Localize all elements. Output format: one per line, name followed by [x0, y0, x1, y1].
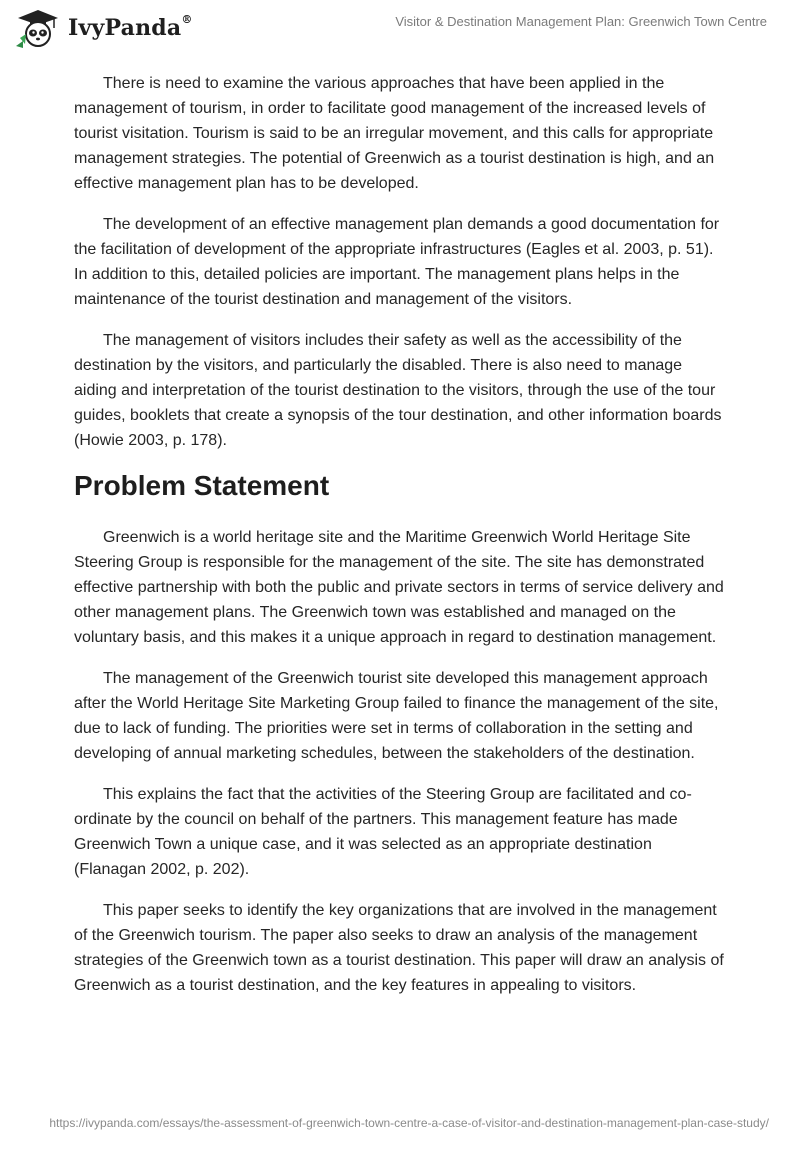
- paragraph: This explains the fact that the activities of the Steering Group are facilitated and co-ordinate by the council on behalf of the partners. This management feature has made Greenwich Town a unique case, and it was selected as an appropriate destination (Flanagan 2002, p. 202).: [74, 786, 692, 878]
- logo-text: [68, 15, 193, 41]
- logo-wordmark: IvyPanda: [68, 15, 182, 41]
- paragraph: Greenwich is a world heritage site and the Maritime Greenwich World Heritage Site Steering Group is responsible for the management of the site. The site has demonstrated effective partnership with both the public and private sectors in terms of service delivery and other management plans. The Greenwich town was established and managed on the voluntary basis, and this makes it a unique approach in regard to destination management.: [74, 529, 724, 646]
- section-heading: Problem Statement: [74, 470, 330, 501]
- paragraph: There is need to examine the various approaches that have been applied in the management of tourism, in order to facilitate good management of the increased levels of tourist visitation. Tourism is said to be an irregular movement, and this calls for appropriate management strategies. The potential of Greenwich as a tourist destination is high, and an effective management plan has to be developed.: [74, 75, 715, 192]
- panda-graduate-icon: [14, 8, 62, 48]
- site-logo[interactable]: [14, 8, 193, 48]
- document-title: Visitor & Destination Management Plan: Greenwich Town Centre: [395, 14, 767, 29]
- registered-mark: ®: [181, 13, 193, 26]
- paragraph: The development of an effective management plan demands a good documentation for the facilitation of development of the appropriate infrastructures (Eagles et al. 2003, p. 51). In addition to this, detailed policies are important. The management plans helps in the maintenance of the tourist destination and management of the visitors.: [74, 216, 720, 308]
- paragraph: This paper seeks to identify the key organizations that are involved in the management of the Greenwich tourism. The paper also seeks to draw an analysis of the management strategies of the Greenwich town as a tourist destination. This paper will draw an analysis of Greenwich as a tourist destination, and the key features in appealing to visitors.: [74, 902, 724, 994]
- source-url-link[interactable]: https://ivypanda.com/essays/the-assessment-of-greenwich-town-centre-a-case-of-visitor-and-destination-management-plan-case-study/: [49, 1116, 769, 1130]
- paragraph: The management of visitors includes their safety as well as the accessibility of the destination by the visitors, and particularly the disabled. There is also need to manage aiding and interpretation of the tourist destination to the visitors, through the use of the tour guides, booklets that create a synopsis of the tour destination, and other information boards (Howie 2003, p. 178).: [74, 332, 722, 449]
- essay-content: [74, 71, 726, 1014]
- paragraph: The management of the Greenwich tourist site developed this management approach after the World Heritage Site Marketing Group failed to finance the management of the site, due to lack of funding. The priorities were set in terms of collaboration in the setting and developing of annual marketing schedules, between the stakeholders of the destination.: [74, 670, 719, 762]
